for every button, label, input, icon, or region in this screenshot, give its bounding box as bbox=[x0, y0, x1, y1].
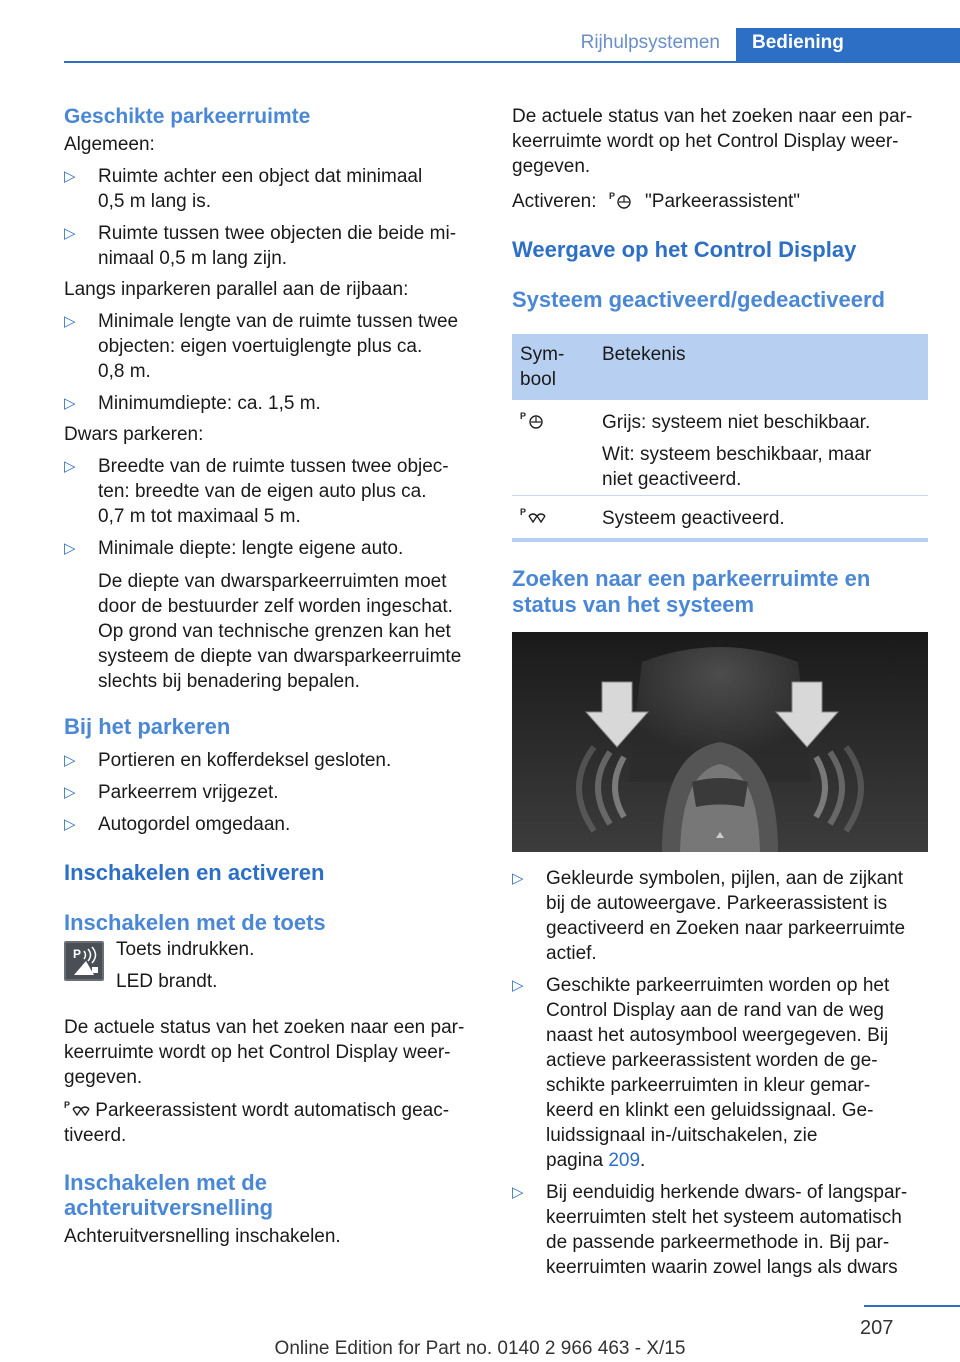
button-instruction bbox=[64, 941, 480, 1007]
heading-when-parking: Bij het parkeren bbox=[64, 714, 231, 739]
symbol-table bbox=[512, 334, 928, 542]
svg-text:P: P bbox=[520, 411, 527, 421]
list-item: ▷ Minimale diepte: lengte eigene auto. De diepte van dwarsparkeerruimten moet door de bestuurder zelf worden ingeschat. Op grond van technische grenzen kan het systeem de diepte van dwarsparkeerruimte slechts bij benadering bepalen. bbox=[64, 536, 480, 694]
edition-footer: Online Edition for Part no. 0140 2 966 463 - X/15 bbox=[274, 1338, 686, 1359]
bullet-triangle-icon: ▷ bbox=[64, 784, 76, 801]
status-text: De actuele status van het zoeken naar een par- keerruimte wordt op het Control Display weer- gegeven. bbox=[512, 106, 913, 177]
park-assist-icon bbox=[64, 1099, 90, 1119]
heading-system-status: Systeem geactiveerd/gedeactiveerd bbox=[512, 287, 885, 312]
heading-reverse-gear: Inschakelen met de achteruitversnelling bbox=[64, 1170, 274, 1220]
bullet-triangle-icon: ▷ bbox=[64, 168, 76, 185]
park-assist-icon bbox=[520, 410, 550, 430]
column-meaning: Betekenis bbox=[602, 344, 686, 365]
list-item: ▷ Breedte van de ruimte tussen twee objec- ten: breedte van de eigen auto plus ca. 0,7 m tot maximaal 5 m. bbox=[64, 456, 449, 527]
auto-activation-text: P Parkeerassistent wordt automatisch geac- tiveerd. bbox=[64, 1100, 450, 1146]
list-item: ▷ Gekleurde symbolen, pijlen, aan de zijkant bij de autoweergave. Parkeerassistent is geactiveerd en Zoeken naar parkeerruimte actief. bbox=[512, 868, 906, 964]
status-text: De actuele status van het zoeken naar een par- keerruimte wordt op het Control Display weer- gegeven. bbox=[64, 1017, 465, 1088]
svg-text:P: P bbox=[608, 191, 615, 201]
header-rule bbox=[64, 61, 960, 63]
reverse-text: Achteruitversnelling inschakelen. bbox=[64, 1226, 341, 1247]
svg-text:P: P bbox=[73, 947, 82, 961]
table-row: P Systeem geactiveerd. bbox=[512, 496, 928, 542]
heading-switch-button: Inschakelen met de toets bbox=[64, 910, 326, 935]
bullet-triangle-icon: ▷ bbox=[512, 870, 524, 887]
park-assist-active-icon bbox=[520, 506, 550, 526]
display-illustration bbox=[512, 632, 928, 852]
bullet-triangle-icon: ▷ bbox=[64, 313, 76, 330]
column-symbol: Sym- bool bbox=[520, 344, 565, 390]
bullet-triangle-icon: ▷ bbox=[512, 977, 524, 994]
svg-text:P: P bbox=[64, 1100, 71, 1110]
list-item: ▷ Minimale lengte van de ruimte tussen twee objecten: eigen voertuiglengte plus ca. 0,8 m. bbox=[64, 311, 459, 382]
left-column bbox=[64, 104, 480, 1249]
list-item: ▷ Geschikte parkeerruimten worden op het Control Display aan de rand van de weg naast het autosymbool weergegeven. Bij actieve parkeerassistent worden de ge- schikte parkeerruimten in kleur gemar- keerd en klinkt een geluidssignaal. Ge- luidssignaal in-/uitschakelen, zie pagina 209. bbox=[512, 975, 890, 1171]
bullet-triangle-icon: ▷ bbox=[64, 816, 76, 833]
step-press-button: Toets indrukken. bbox=[116, 939, 255, 960]
activate-line: Activeren: P "Parkeerassistent" bbox=[512, 191, 801, 212]
bullet-triangle-icon: ▷ bbox=[64, 458, 76, 475]
table-header bbox=[512, 334, 928, 400]
page-link[interactable]: 209 bbox=[608, 1150, 641, 1171]
bullet-triangle-icon: ▷ bbox=[64, 395, 76, 412]
park-assist-button-icon bbox=[64, 941, 104, 981]
heading-control-display: Weergave op het Control Display bbox=[512, 237, 857, 262]
chapter-tab[interactable]: Bediening bbox=[736, 28, 960, 61]
list-item: ▷ Portieren en kofferdeksel gesloten. bbox=[64, 750, 392, 771]
park-assist-icon bbox=[606, 190, 636, 210]
step-led-on: LED brandt. bbox=[116, 971, 218, 992]
heading-switch-on: Inschakelen en activeren bbox=[64, 860, 325, 885]
list-item: ▷ Autogordel omgedaan. bbox=[64, 814, 291, 835]
list-item: ▷ Ruimte tussen twee objecten die beide mi- nimaal 0,5 m lang zijn. bbox=[64, 223, 457, 269]
bullet-triangle-icon: ▷ bbox=[512, 1184, 524, 1201]
heading-search-status: Zoeken naar een parkeerruimte en status van het systeem bbox=[512, 566, 871, 617]
svg-text:P: P bbox=[520, 507, 527, 517]
section-tab[interactable]: Rijhulpsystemen bbox=[580, 32, 720, 53]
bullet-triangle-icon: ▷ bbox=[64, 752, 76, 769]
general-label: Algemeen: bbox=[64, 134, 155, 155]
list-item: ▷ Bij eenduidig herkende dwars- of langspar- keerruimten stelt het systeem automatisch de passende parkeermethode in. Bij par- keerruimten waarin zowel langs als dwars bbox=[512, 1182, 908, 1278]
perpendicular-note: De diepte van dwarsparkeerruimten moet door de bestuurder zelf worden ingeschat. Op grond van technische grenzen kan het systeem de diepte van dwarsparkeerruimte slechts bij benadering bepalen. bbox=[98, 571, 462, 692]
heading-suitable-space: Geschikte parkeerruimte bbox=[64, 105, 311, 128]
table-row: P Grijs: systeem niet beschikbaar. Wit: systeem beschikbaar, maar niet geactiveerd. bbox=[512, 400, 928, 496]
bullet-triangle-icon: ▷ bbox=[64, 225, 76, 242]
perpendicular-label: Dwars parkeren: bbox=[64, 424, 204, 445]
list-item: ▷ Ruimte achter een object dat minimaal 0,5 m lang is. bbox=[64, 166, 423, 212]
parallel-label: Langs inparkeren parallel aan de rijbaan: bbox=[64, 279, 409, 300]
right-column bbox=[512, 104, 928, 1280]
footer-rule bbox=[864, 1305, 960, 1307]
bullet-triangle-icon: ▷ bbox=[64, 540, 76, 557]
list-item: ▷ Minimumdiepte: ca. 1,5 m. bbox=[64, 393, 321, 414]
page-number: 207 bbox=[860, 1317, 894, 1339]
list-item: ▷ Parkeerrem vrijgezet. bbox=[64, 782, 279, 803]
page-header bbox=[0, 0, 960, 62]
